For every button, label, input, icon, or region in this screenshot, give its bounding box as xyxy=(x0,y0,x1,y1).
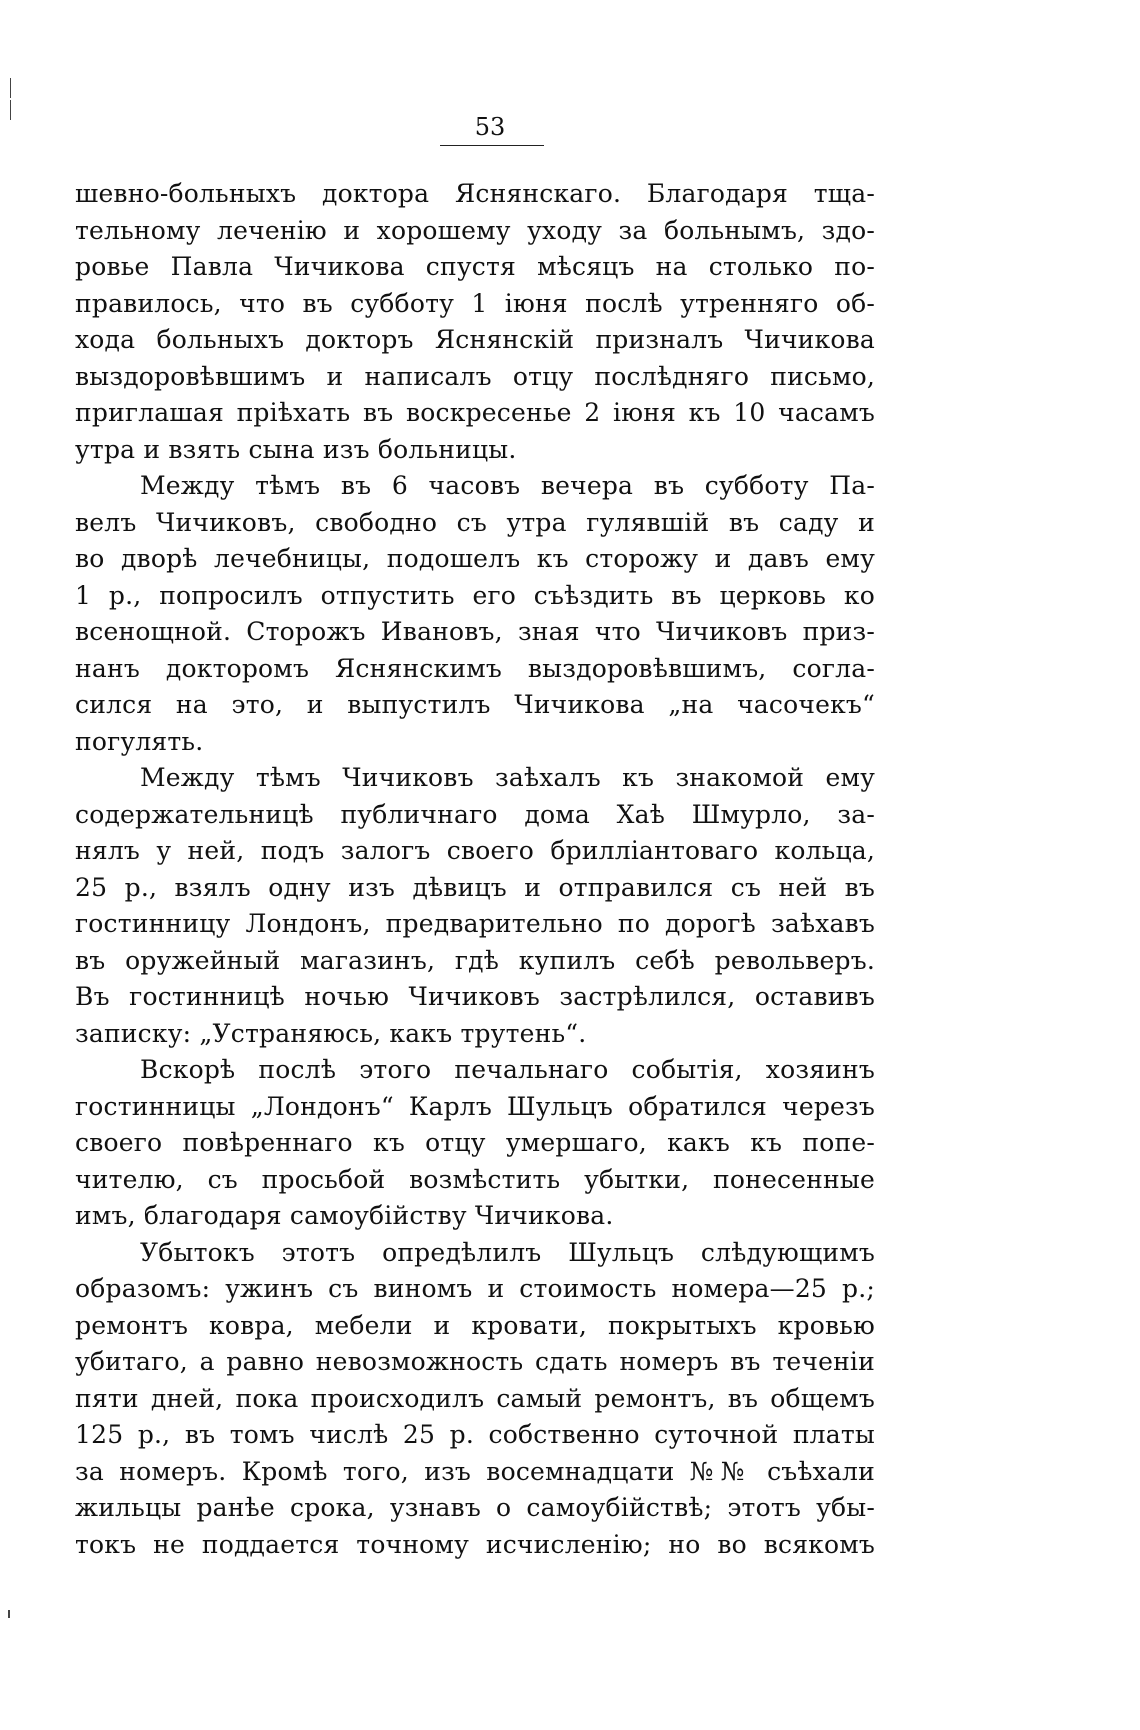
text-line: пяти дней, пока происходилъ самый ремонтъ, въ общемъ xyxy=(75,1383,875,1413)
text-line: 25 р., взялъ одну изъ дѣвицъ и отправился съ ней въ xyxy=(75,872,875,902)
text-line: Между тѣмъ Чичиковъ заѣхалъ къ знакомой ему xyxy=(140,763,875,792)
text-line: всенощной. Сторожъ Ивановъ, зная что Чичиковъ приз- xyxy=(75,617,875,646)
paragraph xyxy=(75,760,875,1052)
text-line: Между тѣмъ въ 6 часовъ вечера въ субботу Па- xyxy=(140,471,875,500)
scan-edge-mark xyxy=(10,78,11,98)
page-number: 53 xyxy=(474,113,506,141)
text-line: чителю, съ просьбой возмѣстить убытки, понесенные xyxy=(75,1164,875,1194)
text-line: приглашая пріѣхать въ воскресенье 2 іюня къ 10 часамъ xyxy=(75,398,875,427)
text-line: жильцы ранѣе срока, узнавъ о самоубійствѣ; этотъ убы- xyxy=(75,1493,875,1522)
text-line: утра и взять сына изъ больницы. xyxy=(75,434,517,464)
text-line: шевно-больныхъ доктора Яснянскаго. Благодаря тща- xyxy=(75,179,875,208)
text-line: велъ Чичиковъ, свободно съ утра гулявшій въ саду и xyxy=(75,507,875,537)
text-line: въ оружейный магазинъ, гдѣ купилъ себѣ револьверъ. xyxy=(75,945,875,975)
text-line: содержательницѣ публичнаго дома Хаѣ Шмурло, за- xyxy=(75,799,875,829)
text-line: гостинницы „Лондонъ“ Карлъ Шульцъ обратился черезъ xyxy=(75,1091,875,1121)
text-line: записку: „Устраняюсь, какъ трутень“. xyxy=(75,1018,587,1048)
text-line: во дворѣ лечебницы, подошелъ къ сторожу и давъ ему xyxy=(75,544,875,573)
text-line: выздоровѣвшимъ и написалъ отцу послѣдняго письмо, xyxy=(75,361,875,391)
text-line: сился на это, и выпустилъ Чичикова „на часочекъ“ xyxy=(75,690,875,719)
body-text xyxy=(75,176,875,1563)
text-line: гостинницу Лондонъ, предварительно по дорогѣ заѣхавъ xyxy=(75,909,875,938)
paragraph xyxy=(75,1052,875,1235)
text-line: тельному леченію и хорошему уходу за больнымъ, здо- xyxy=(75,215,875,245)
scan-edge-mark xyxy=(10,100,11,120)
page-number-rule xyxy=(440,145,544,146)
text-line: правилось, что въ субботу 1 іюня послѣ утренняго об- xyxy=(75,288,875,318)
text-line: ровье Павла Чичикова спустя мѣсяцъ на столько по- xyxy=(75,252,875,281)
text-line: своего повѣреннаго къ отцу умершаго, какъ къ попе- xyxy=(75,1128,875,1157)
text-line: имъ, благодаря самоубійству Чичикова. xyxy=(75,1201,614,1230)
text-line: образомъ: ужинъ съ виномъ и стоимость номера—25 р.; xyxy=(75,1274,875,1303)
paragraph xyxy=(75,1235,875,1564)
text-line: хода больныхъ докторъ Яснянскій призналъ Чичикова xyxy=(75,325,875,354)
text-line: Вскорѣ послѣ этого печальнаго событія, хозяинъ xyxy=(140,1055,875,1084)
text-line: 1 р., попросилъ отпустить его съѣздить въ церковь ко xyxy=(75,580,875,610)
text-line: погулять. xyxy=(75,726,204,756)
text-line: убитаго, а равно невозможность сдать номеръ въ теченіи xyxy=(75,1347,875,1376)
text-line: за номеръ. Кромѣ того, изъ восемнадцати №№ съѣхали xyxy=(75,1456,875,1486)
text-line: ремонтъ ковра, мебели и кровати, покрытыхъ кровью xyxy=(75,1310,875,1340)
scan-edge-mark xyxy=(8,1610,10,1618)
text-line: нанъ докторомъ Яснянскимъ выздоровѣвшимъ, согла- xyxy=(75,653,875,683)
paragraph xyxy=(75,176,875,468)
text-line: Въ гостинницѣ ночью Чичиковъ застрѣлился, оставивъ xyxy=(75,982,875,1011)
paragraph xyxy=(75,468,875,760)
text-line: нялъ у ней, подъ залогъ своего бриллiантоваго кольца, xyxy=(75,836,875,865)
text-line: Убытокъ этотъ опредѣлилъ Шульцъ слѣдующимъ xyxy=(140,1237,875,1267)
text-line: 125 р., въ томъ числѣ 25 р. собственно суточной платы xyxy=(75,1420,875,1449)
text-line: токъ не поддается точному исчисленію; но во всякомъ xyxy=(75,1529,875,1559)
